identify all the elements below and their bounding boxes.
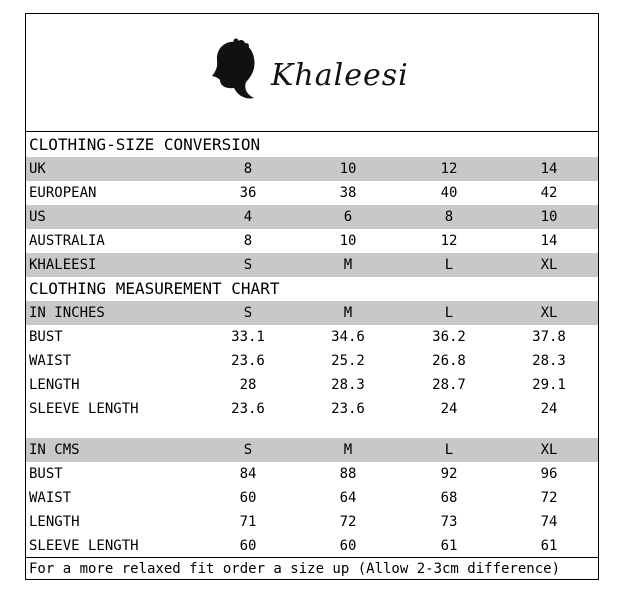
logo-wordmark: Khaleesi bbox=[271, 58, 409, 93]
size-cell: 26.8 bbox=[432, 353, 466, 369]
row-label: LENGTH bbox=[29, 514, 80, 530]
cms-row bbox=[26, 510, 598, 534]
row-label: LENGTH bbox=[29, 377, 80, 393]
row-label: US bbox=[29, 209, 46, 225]
size-cell: 36.2 bbox=[432, 329, 466, 345]
size-cell: 61 bbox=[440, 538, 458, 554]
row-label: SLEEVE LENGTH bbox=[29, 401, 139, 417]
conversion-row bbox=[26, 181, 598, 205]
row-label: WAIST bbox=[29, 353, 72, 369]
size-cell: 92 bbox=[440, 466, 458, 482]
size-cell: 72 bbox=[540, 490, 558, 506]
row-label: IN INCHES bbox=[29, 305, 105, 321]
size-cell: 28.3 bbox=[532, 353, 566, 369]
logo-area bbox=[26, 14, 598, 132]
size-cell: 23.6 bbox=[231, 353, 265, 369]
size-chart-frame bbox=[25, 13, 599, 580]
size-cell: 60 bbox=[239, 538, 257, 554]
inches-header-row bbox=[26, 301, 598, 325]
cms-header-row bbox=[26, 438, 598, 462]
row-label: AUSTRALIA bbox=[29, 233, 105, 249]
row-label: BUST bbox=[29, 466, 63, 482]
size-cell: 12 bbox=[440, 233, 458, 249]
size-cell: 36 bbox=[239, 185, 257, 201]
size-cell: 25.2 bbox=[331, 353, 365, 369]
size-cell: 8 bbox=[243, 233, 253, 249]
conversion-row bbox=[26, 157, 598, 181]
size-cell: XL bbox=[540, 305, 558, 321]
size-cell: 10 bbox=[540, 209, 558, 225]
size-cell: XL bbox=[540, 257, 558, 273]
conversion-row bbox=[26, 205, 598, 229]
size-cell: 68 bbox=[440, 490, 458, 506]
size-cell: 28 bbox=[239, 377, 257, 393]
size-cell: 23.6 bbox=[231, 401, 265, 417]
size-cell: 12 bbox=[440, 161, 458, 177]
size-cell: 8 bbox=[243, 161, 253, 177]
size-cell: 34.6 bbox=[331, 329, 365, 345]
size-cell: 64 bbox=[339, 490, 357, 506]
size-cell: 96 bbox=[540, 466, 558, 482]
size-cell: M bbox=[343, 257, 353, 273]
size-cell: 72 bbox=[339, 514, 357, 530]
inches-row bbox=[26, 373, 598, 397]
size-cell: S bbox=[243, 257, 253, 273]
size-cell: 71 bbox=[239, 514, 257, 530]
size-cell: 38 bbox=[339, 185, 357, 201]
row-label: UK bbox=[29, 161, 46, 177]
size-cell: 24 bbox=[540, 401, 558, 417]
size-cell: 73 bbox=[440, 514, 458, 530]
conversion-row bbox=[26, 253, 598, 277]
conversion-title: CLOTHING-SIZE CONVERSION bbox=[29, 135, 261, 154]
size-cell: M bbox=[343, 442, 353, 458]
size-cell: 10 bbox=[339, 233, 357, 249]
row-label: SLEEVE LENGTH bbox=[29, 538, 139, 554]
cms-row bbox=[26, 486, 598, 510]
row-label: IN CMS bbox=[29, 442, 80, 458]
size-cell: 28.7 bbox=[432, 377, 466, 393]
size-cell: 14 bbox=[540, 161, 558, 177]
row-label: BUST bbox=[29, 329, 63, 345]
size-cell: 14 bbox=[540, 233, 558, 249]
size-cell: XL bbox=[540, 442, 558, 458]
row-label: WAIST bbox=[29, 490, 72, 506]
size-cell: S bbox=[243, 442, 253, 458]
size-cell: 40 bbox=[440, 185, 458, 201]
size-cell: 88 bbox=[339, 466, 357, 482]
size-cell: 60 bbox=[339, 538, 357, 554]
size-cell: M bbox=[343, 305, 353, 321]
size-cell: L bbox=[444, 257, 454, 273]
size-cell: 42 bbox=[540, 185, 558, 201]
size-cell: 37.8 bbox=[532, 329, 566, 345]
size-cell: 33.1 bbox=[231, 329, 265, 345]
conversion-row bbox=[26, 229, 598, 253]
size-cell: 24 bbox=[440, 401, 458, 417]
measurement-title: CLOTHING MEASUREMENT CHART bbox=[29, 279, 280, 298]
size-cell: L bbox=[444, 442, 454, 458]
size-cell: 4 bbox=[243, 209, 253, 225]
size-cell: 74 bbox=[540, 514, 558, 530]
size-cell: 84 bbox=[239, 466, 257, 482]
inches-row bbox=[26, 397, 598, 421]
fit-note: For a more relaxed fit order a size up (Allow 2-3cm difference) bbox=[26, 557, 598, 580]
cms-row bbox=[26, 462, 598, 486]
row-label: KHALEESI bbox=[29, 257, 97, 273]
size-cell: 60 bbox=[239, 490, 257, 506]
size-cell: 29.1 bbox=[532, 377, 566, 393]
size-cell: 8 bbox=[444, 209, 454, 225]
size-cell: 28.3 bbox=[331, 377, 365, 393]
inches-row bbox=[26, 325, 598, 349]
inches-row bbox=[26, 349, 598, 373]
size-cell: L bbox=[444, 305, 454, 321]
size-cell: S bbox=[243, 305, 253, 321]
cms-row bbox=[26, 534, 598, 558]
row-label: EUROPEAN bbox=[29, 185, 97, 201]
size-cell: 61 bbox=[540, 538, 558, 554]
size-cell: 10 bbox=[339, 161, 357, 177]
size-cell: 6 bbox=[343, 209, 353, 225]
size-cell: 23.6 bbox=[331, 401, 365, 417]
woman-silhouette-icon bbox=[206, 36, 276, 106]
